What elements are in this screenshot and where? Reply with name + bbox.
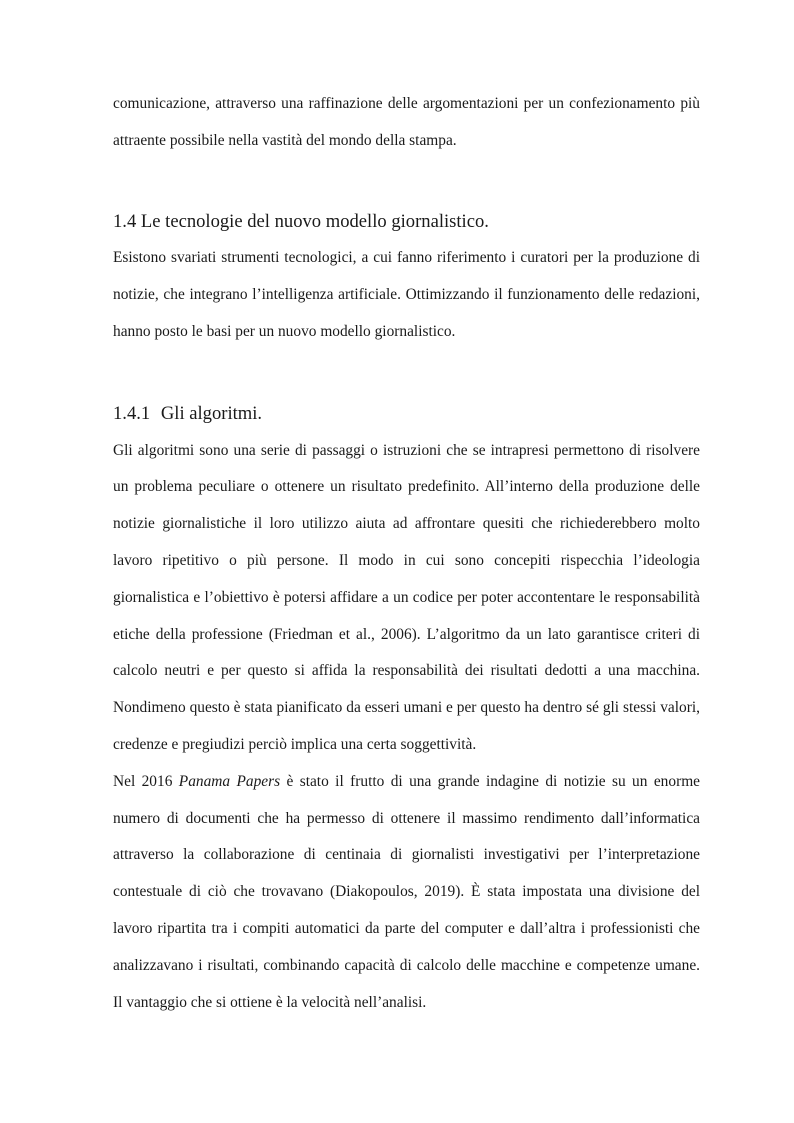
paragraph-technologies: Esistono svariati strumenti tecnologici, a cui fanno riferimento i curatori per la produzione di notizie, che integrano l’intelligenza artificiale. Ottimizzando il funzionamento delle redazioni, hanno posto le basi per un nuovo modello giornalistico. (113, 249, 700, 340)
spacer (113, 160, 700, 204)
document-page (113, 86, 700, 1021)
paragraph-panama-papers (113, 764, 700, 1022)
section-title: Gli algoritmi. (160, 402, 263, 424)
text-run: è stato il frutto di una grande indagine di notizie su un enorme numero di documenti che ha permesso di ottenere il massimo rendimento dall’informatica attraverso la collaborazione di centinaia di giornalisti investigativi per l’interpretazione contestuale di ciò che trovavano (Diakopoulos, 2019). È stata impostata una divisione del lavoro ripartita tra i compiti automatici da parte del computer e dall’altra i professionisti che analizzavano i risultati, combinando capacità di calcolo delle macchine e competenze umane. Il vantaggio che si ottiene è la velocità nell’analisi. (113, 772, 700, 1011)
section-number: 1.4.1 (113, 402, 151, 424)
section-heading-1-4: 1.4 Le tecnologie del nuovo modello giornalistico. (113, 210, 489, 232)
paragraph-intro-continuation: comunicazione, attraverso una raffinazione delle argomentazioni per un confezionamento più attraente possibile nella vastità del mondo della stampa. (113, 95, 700, 149)
text-run: Nel 2016 (113, 772, 179, 790)
paragraph-algorithms: Gli algoritmi sono una serie di passaggi o istruzioni che se intrapresi permettono di risolvere un problema peculiare o ottenere un risultato predefinito. All’interno della produzione delle notizie giornalistiche il loro utilizzo aiuta ad affrontare quesiti che richiederebbero molto lavoro ripetitivo o più persone. Il modo in cui sono concepiti rispecchia l’ideologia giornalistica e l’obiettivo è potersi affidare a un codice per poter accontentare le responsabilità etiche della professione (Friedman et al., 2006). L’algoritmo da un lato garantisce criteri di calcolo neutri e per questo si affida la responsabilità dei risultati dedotti a una macchina. Nondimeno questo è stata pianificato da esseri umani e per questo ha dentro sé gli stessi valori, credenze e pregiudizi perciò implica una certa soggettività. (113, 441, 700, 753)
section-heading-1-4-1 (113, 396, 700, 433)
spacer (113, 351, 700, 396)
italic-title-panama-papers: Panama Papers (178, 772, 281, 790)
